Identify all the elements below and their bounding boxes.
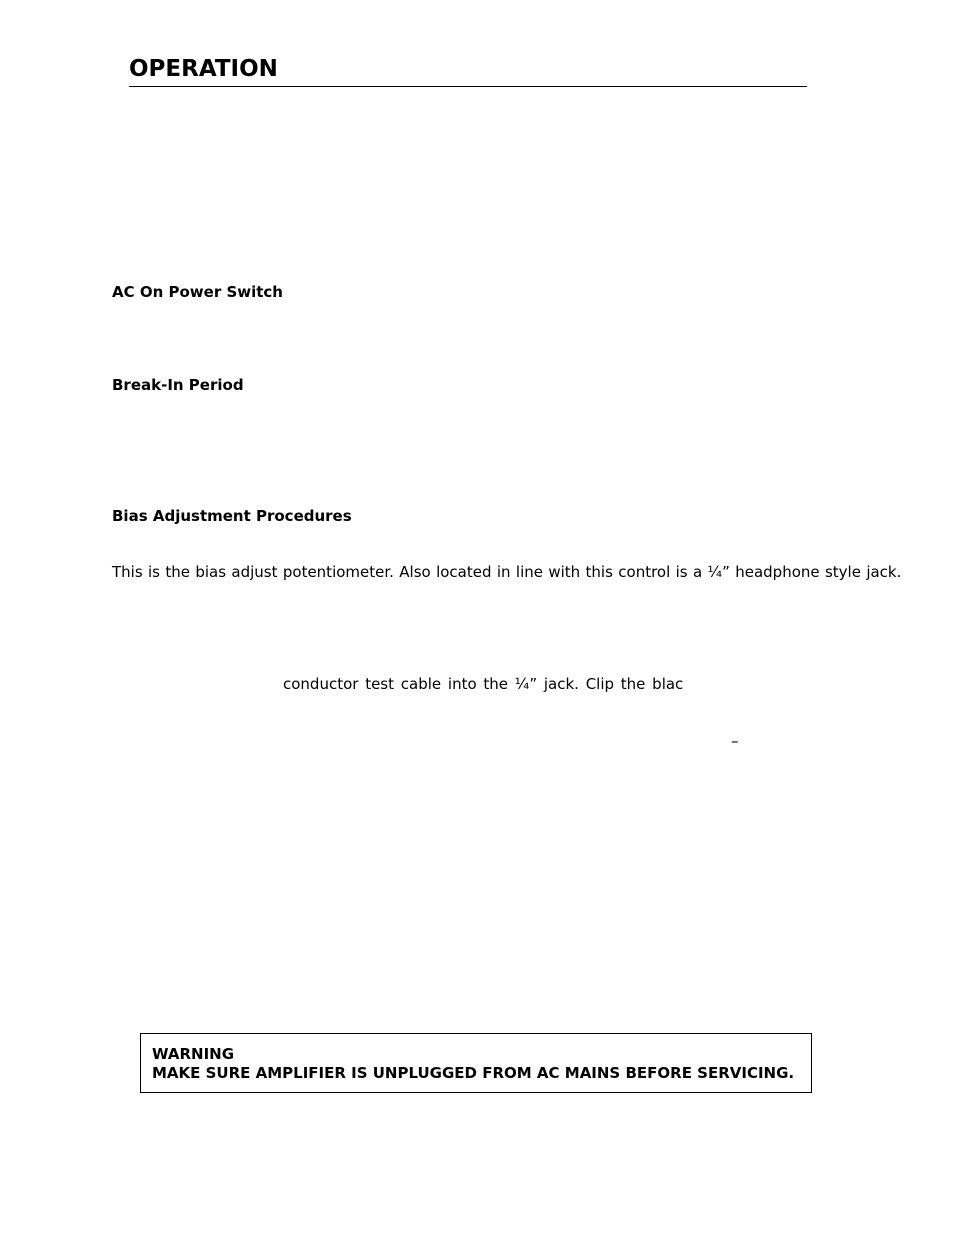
warning-label: WARNING xyxy=(152,1045,235,1063)
warning-message: MAKE SURE AMPLIFIER IS UNPLUGGED FROM AC MAINS BEFORE SERVICING. xyxy=(152,1064,795,1082)
page-title: OPERATION xyxy=(129,54,807,87)
warning-box xyxy=(140,1033,812,1093)
heading-break-in-period: Break-In Period xyxy=(112,376,244,394)
bias-paragraph-fragment: conductor test cable into the ¼” jack. Clip the blac xyxy=(283,675,684,693)
dash-fragment: – xyxy=(731,732,739,750)
heading-ac-on-power-switch: AC On Power Switch xyxy=(112,283,283,301)
heading-bias-adjustment-procedures: Bias Adjustment Procedures xyxy=(112,507,352,525)
bias-paragraph-line: This is the bias adjust potentiometer. Also located in line with this control is a ¼” headphone style jack. xyxy=(112,563,902,581)
